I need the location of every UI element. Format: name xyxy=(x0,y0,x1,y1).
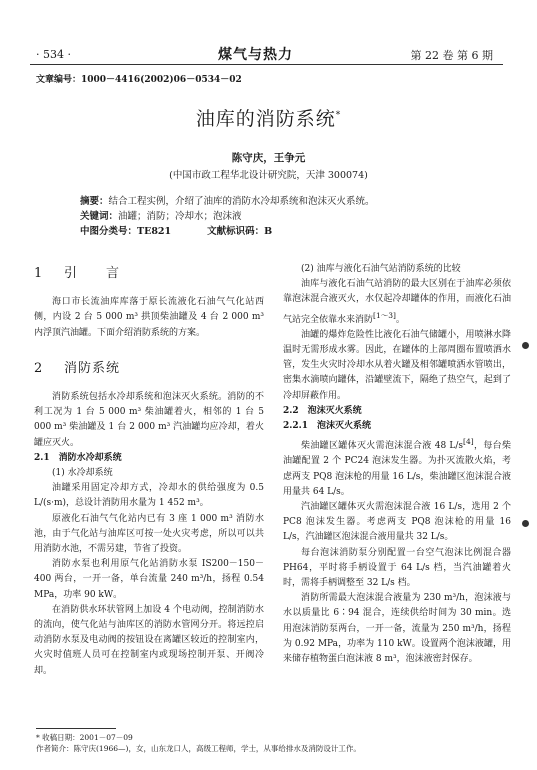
keywords-row xyxy=(80,209,480,224)
abstract-block xyxy=(80,194,480,239)
section-heading-2 xyxy=(34,361,264,376)
left-column xyxy=(34,262,264,679)
footnote-rule xyxy=(36,728,116,729)
authors: 陈守庆，王争元 xyxy=(231,152,306,164)
section-title: 引 言 xyxy=(64,266,121,281)
paragraph: 消防水泵也利用原气化站消防水泵 IS200－150－400 两台，一开一备，单台流量 240 m³/h，扬程 0.54 MPa，功率 90 kW。 xyxy=(34,559,264,600)
article-number: 文章编号：1000－4416(2002)06－0534－02 xyxy=(36,75,242,85)
title-text: 油库的消防系统 xyxy=(195,108,336,130)
author-bio: 作者简介：陈守庆(1966—)，女，山东龙口人，高级工程师，学士，从事给排水及消防设计工作。 xyxy=(36,744,361,753)
subsubsection-heading: (1) 水冷却系统 xyxy=(52,468,113,479)
paragraph: 消防所需最大泡沫混合液量为 230 m³/h，泡沫液与水以质量比 6∶94 混合，连续供给时间为 30 min。选用泡沫消防泵两台，一开一备，流量为 250 m³/h，扬程为 0.92 MPa，功率为 110 kW。设置两个泡沫液罐，用来储存植物蛋白泡沫液 8 m³，泡沫液密封保存。 xyxy=(283,593,511,665)
paragraph: 汽油罐区罐体灭火需泡沫混合液 16 L/s，选用 2 个 PC8 泡沫发生器。考虑两支 PQ8 泡沫枪的用量 16 L/s，汽油罐区泡沫混合液用量共 32 L/s。 xyxy=(283,502,511,543)
subsection-heading-2-1: 2.1 消防水冷却系统 xyxy=(34,452,122,463)
affiliation: (中国市政工程华北设计研究院，天津 300074) xyxy=(169,170,368,181)
section-number: 2 xyxy=(34,360,44,376)
paragraph: 在消防供水环状管网上加设 4 个电动阀，控制消防水的流向，使气化站与油库区的消防水管网分开。将远控启动消防水泵及电动阀的按钮设在离罐区较近的控制室内，火灾时值班人员可在控制室内或现场控制开泵、开阀冷却。 xyxy=(34,604,264,676)
received-date: * 收稿日期：2001－07－09 xyxy=(36,733,133,742)
paragraph: 消防系统包括水冷却系统和泡沫灭火系统。消防的不利工况为 1 台 5 000 m³ 柴油罐着火，相邻的 1 台 5 000 m³ 柴油罐及 1 台 2 000 m³ 汽油罐均应冷却，着火罐应灭火。 xyxy=(34,392,264,448)
page-number: · 534 · xyxy=(36,48,71,61)
abstract-label: 摘要： xyxy=(80,196,109,207)
subsection-heading-2-2: 2.2 泡沫灭火系统 xyxy=(283,405,362,416)
scan-hole-mark xyxy=(522,520,529,527)
journal-name: 煤气与热力 xyxy=(218,47,293,63)
title-footnote-mark: * xyxy=(335,110,342,121)
code-value: B xyxy=(264,226,273,237)
footnote xyxy=(36,732,361,754)
subsection-heading-2-2-1: 2.2.1 泡沫灭火系统 xyxy=(283,421,372,432)
section-title: 消防系统 xyxy=(64,360,121,376)
right-column xyxy=(283,262,511,667)
paragraph-text: 油库与液化石油气站消防的最大区别在于油库必须依靠泡沫混合液灭火，水仅起冷却罐体的作用，而液化石油气站完全依靠水来消防 xyxy=(283,279,511,325)
class-value: TE821 xyxy=(137,226,172,237)
section-number: 1 xyxy=(34,266,44,281)
paragraph-text: ，每台柴油罐配置 2 个 PC24 泡沫发生器。为扑灭流散火焰，考虑两支 PQ8 泡沫枪的用量 16 L/s，柴油罐区泡沫混合液用量共 64 L/s。 xyxy=(283,441,511,497)
subsubsection-heading: (2) 油库与液化石油气站消防系统的比较 xyxy=(301,264,461,274)
class-label: 中图分类号： xyxy=(80,226,138,237)
citation: [4] xyxy=(463,437,474,447)
paragraph: 原液化石油气气化站内已有 3 座 1 000 m³ 消防水池，由于气化站与油库区可按一处火灾考虑，所以可以共用消防水池，不需另建，节省了投资。 xyxy=(34,513,264,555)
classification-row xyxy=(80,224,480,239)
citation: [1～3] xyxy=(373,310,396,320)
paragraph-text: 。 xyxy=(395,314,405,325)
paragraph xyxy=(283,277,511,328)
paragraph-text: 柴油罐区罐体灭火需泡沫混合液 48 L/s xyxy=(301,441,464,452)
volume-issue: 第 22 卷 第 6 期 xyxy=(410,49,493,62)
header-rule xyxy=(30,64,503,65)
scan-hole-mark xyxy=(522,342,529,349)
paper-title xyxy=(0,104,537,131)
paragraph xyxy=(283,434,511,500)
keywords-label: 关键词： xyxy=(80,211,119,222)
paragraph: 油罐采用固定冷却方式，冷却水的供给强度为 0.5 L/(s·m)，总设计消防用水量为 1 452 m³。 xyxy=(34,483,264,509)
paragraph: 海口市长流油库库落于原长流液化石油气气化站西侧，内设 2 台 5 000 m³ 拱顶柴油罐及 4 台 2 000 m³ 内浮顶汽油罐。下面介绍消防系统的方案。 xyxy=(34,297,264,338)
abstract-row xyxy=(80,194,480,209)
paragraph: 油罐的爆炸危险性比液化石油气储罐小，用喷淋水降温时无需形成水雾。因此，在罐体的上部周圈布置喷洒水管，发生火灾时冷却水从着火罐及相邻罐喷洒水管喷出，密集水滴喷向罐体，沿罐壁流下，隔绝了热空气，起到了冷却屏蔽作用。 xyxy=(283,329,511,401)
paragraph: 每台泡沫消防泵分别配置一台空气泡沫比例混合器 PH64，平时将手柄设置于 64 L/s 档，当汽油罐着火时，需将手柄调整至 32 L/s 档。 xyxy=(283,547,511,589)
section-heading-1 xyxy=(34,266,264,281)
keywords-text: 油罐；消防；冷却水；泡沫液 xyxy=(118,211,242,222)
code-label: 文献标识码： xyxy=(207,226,265,237)
abstract-text: 结合工程实例，介绍了油库的消防水冷却系统和泡沫灭火系统。 xyxy=(108,196,375,207)
